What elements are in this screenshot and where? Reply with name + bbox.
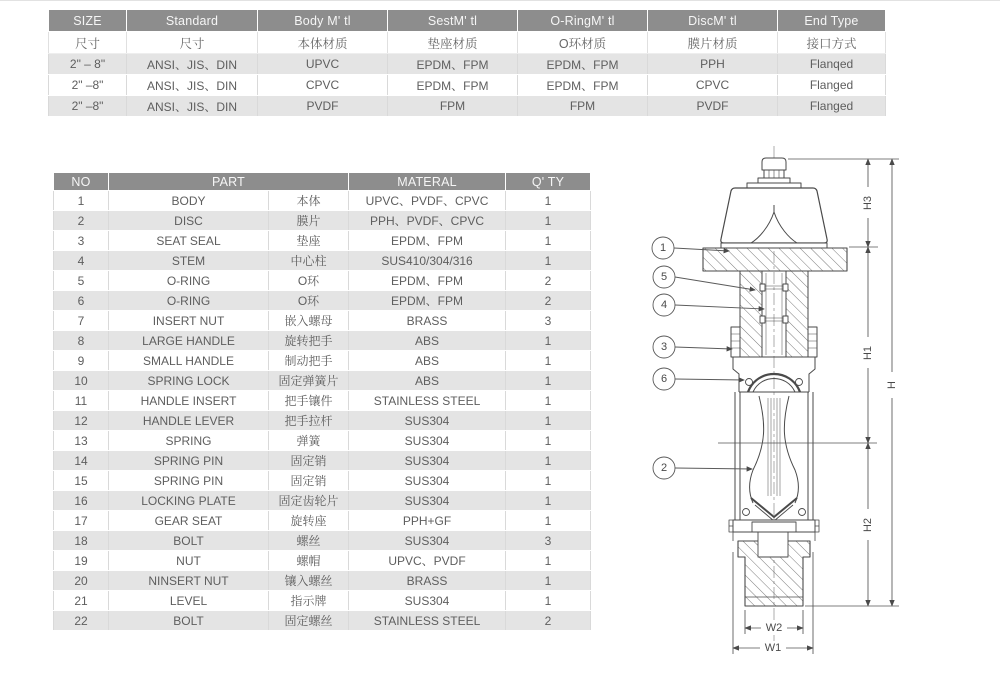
cell-size: 2" – 8"	[49, 54, 127, 75]
col-header-body-mtl-cn: 本体材质	[258, 32, 388, 54]
cell-qty: 2	[506, 271, 591, 291]
parts-table-row	[54, 431, 591, 451]
callout-3-number: 3	[660, 341, 668, 353]
parts-table-row	[54, 531, 591, 551]
cell-part-en: HANDLE LEVER	[109, 411, 269, 431]
cell-qty: 1	[506, 351, 591, 371]
dim-w1-label: W1	[764, 642, 782, 654]
cell-part-en: HANDLE INSERT	[109, 391, 269, 411]
dim-h-label: H	[886, 381, 898, 389]
cell-no: 19	[54, 551, 109, 571]
cell-qty: 2	[506, 611, 591, 631]
stem-nut	[762, 158, 786, 170]
col-header-oring-mtl-cn: O环材质	[518, 32, 648, 54]
parts-table-row	[54, 191, 591, 211]
cell-part-cn: 指示牌	[269, 591, 349, 611]
callout-5-number: 5	[660, 271, 668, 283]
cell-part-cn: 螺帽	[269, 551, 349, 571]
cell-qty: 1	[506, 251, 591, 271]
cell-material: ABS	[349, 331, 506, 351]
cell-part-cn: 垫座	[269, 231, 349, 251]
cell-no: 16	[54, 491, 109, 511]
dim-h1-label: H1	[862, 345, 874, 361]
cell-part-en: BOLT	[109, 531, 269, 551]
cell-material: STAINLESS STEEL	[349, 611, 506, 631]
parts-table-row	[54, 571, 591, 591]
cell-material: UPVC、PVDF、CPVC	[349, 191, 506, 211]
col-header-disc-mtl-cn: 膜片材质	[648, 32, 778, 54]
cell-size: 2" –8"	[49, 96, 127, 117]
handle-cap	[721, 188, 827, 243]
cell-part-cn: 旋转座	[269, 511, 349, 531]
cell-qty: 3	[506, 531, 591, 551]
cell-no: 18	[54, 531, 109, 551]
cell-part-cn: 弹簧	[269, 431, 349, 451]
cell-qty: 1	[506, 451, 591, 471]
col-header-standard-cn: 尺寸	[127, 32, 258, 54]
cell-no: 5	[54, 271, 109, 291]
col-header-end-type-cn: 接口方式	[778, 32, 886, 54]
cell-no: 9	[54, 351, 109, 371]
cell-part-en: DISC	[109, 211, 269, 231]
cell-material: PPH+GF	[349, 511, 506, 531]
cell-part-en: GEAR SEAT	[109, 511, 269, 531]
cell-part-cn: 中心柱	[269, 251, 349, 271]
cell-qty: 1	[506, 591, 591, 611]
parts-table-row	[54, 311, 591, 331]
cell-material: BRASS	[349, 311, 506, 331]
cell-body-mtl: PVDF	[258, 96, 388, 117]
cell-part-en: INSERT NUT	[109, 311, 269, 331]
cell-part-en: O-RING	[109, 271, 269, 291]
col-header-no: NO	[54, 173, 109, 191]
cell-disc-mtl: CPVC	[648, 75, 778, 96]
parts-table-row	[54, 511, 591, 531]
parts-table-row	[54, 491, 591, 511]
cell-material: SUS304	[349, 431, 506, 451]
spec-table-row	[49, 75, 886, 96]
cell-body-mtl: CPVC	[258, 75, 388, 96]
spec-header-row-en	[49, 10, 886, 32]
cell-qty: 1	[506, 411, 591, 431]
cell-seat-mtl: EPDM、FPM	[388, 54, 518, 75]
cell-no: 21	[54, 591, 109, 611]
cell-qty: 1	[506, 231, 591, 251]
cell-part-en: O-RING	[109, 291, 269, 311]
cell-disc-mtl: PVDF	[648, 96, 778, 117]
cell-part-cn: 膜片	[269, 211, 349, 231]
cell-end-type: Flanqed	[778, 54, 886, 75]
dim-h2-label: H2	[862, 517, 874, 533]
cell-part-cn: 螺丝	[269, 531, 349, 551]
cell-material: STAINLESS STEEL	[349, 391, 506, 411]
callout-4-number: 4	[660, 299, 668, 311]
cell-material: ABS	[349, 371, 506, 391]
cell-part-en: SPRING PIN	[109, 471, 269, 491]
cell-material: SUS410/304/316	[349, 251, 506, 271]
spec-table-row	[49, 54, 886, 75]
cell-no: 13	[54, 431, 109, 451]
cell-material: SUS304	[349, 591, 506, 611]
cell-material: ABS	[349, 351, 506, 371]
cell-end-type: Flanged	[778, 96, 886, 117]
cell-oring-mtl: FPM	[518, 96, 648, 117]
valve-technical-drawing	[620, 140, 1000, 683]
parts-table-row	[54, 451, 591, 471]
cell-part-cn: 嵌入螺母	[269, 311, 349, 331]
cell-part-en: LOCKING PLATE	[109, 491, 269, 511]
cell-qty: 1	[506, 391, 591, 411]
cell-no: 1	[54, 191, 109, 211]
callout-2-number: 2	[660, 462, 668, 474]
cell-qty: 1	[506, 331, 591, 351]
cell-part-cn: 把手拉杆	[269, 411, 349, 431]
cell-seat-mtl: FPM	[388, 96, 518, 117]
col-header-part: PART	[109, 173, 349, 191]
cell-qty: 1	[506, 191, 591, 211]
cell-standard: ANSI、JIS、DIN	[127, 96, 258, 117]
col-header-oring-mtl: O-RingM' tl	[518, 10, 648, 32]
cell-qty: 1	[506, 431, 591, 451]
cell-part-en: LARGE HANDLE	[109, 331, 269, 351]
col-header-material: MATERAL	[349, 173, 506, 191]
dim-w2-label: W2	[765, 622, 783, 634]
cell-qty: 1	[506, 491, 591, 511]
parts-table-row	[54, 391, 591, 411]
cell-part-cn: 制动把手	[269, 351, 349, 371]
cell-no: 8	[54, 331, 109, 351]
dim-h3-label: H3	[862, 195, 874, 211]
cell-material: SUS304	[349, 451, 506, 471]
cell-part-cn: 固定销	[269, 471, 349, 491]
cell-qty: 3	[506, 311, 591, 331]
cell-seat-mtl: EPDM、FPM	[388, 75, 518, 96]
cell-part-en: SEAT SEAL	[109, 231, 269, 251]
page-top-border	[0, 0, 1000, 1]
cell-no: 2	[54, 211, 109, 231]
cell-part-cn: 固定螺丝	[269, 611, 349, 631]
col-header-qty: Q' TY	[506, 173, 591, 191]
cell-body-mtl: UPVC	[258, 54, 388, 75]
col-header-seat-mtl: SestM' tl	[388, 10, 518, 32]
cell-disc-mtl: PPH	[648, 54, 778, 75]
cell-material: BRASS	[349, 571, 506, 591]
spec-header-row-cn	[49, 32, 886, 54]
cell-part-en: SPRING PIN	[109, 451, 269, 471]
cell-material: UPVC、PVDF	[349, 551, 506, 571]
cell-material: EPDM、FPM	[349, 231, 506, 251]
parts-table-row	[54, 271, 591, 291]
cell-part-cn: O环	[269, 291, 349, 311]
parts-table-row	[54, 331, 591, 351]
cell-part-cn: 本体	[269, 191, 349, 211]
cell-material: SUS304	[349, 531, 506, 551]
cell-standard: ANSI、JIS、DIN	[127, 75, 258, 96]
col-header-size: SIZE	[49, 10, 127, 32]
spec-table-row	[49, 96, 886, 117]
col-header-disc-mtl: DiscM' tl	[648, 10, 778, 32]
cell-no: 10	[54, 371, 109, 391]
parts-table-row	[54, 471, 591, 491]
parts-header-row	[54, 173, 591, 191]
valve-body-outline	[703, 158, 847, 606]
cell-no: 4	[54, 251, 109, 271]
cell-qty: 1	[506, 471, 591, 491]
cell-qty: 1	[506, 371, 591, 391]
parts-table-row	[54, 411, 591, 431]
cell-qty: 1	[506, 551, 591, 571]
cell-part-en: SPRING LOCK	[109, 371, 269, 391]
cell-part-en: SMALL HANDLE	[109, 351, 269, 371]
parts-table-row	[54, 251, 591, 271]
cell-part-cn: 固定齿轮片	[269, 491, 349, 511]
parts-table-row	[54, 291, 591, 311]
cell-material: SUS304	[349, 411, 506, 431]
cell-oring-mtl: EPDM、FPM	[518, 54, 648, 75]
cell-size: 2" –8"	[49, 75, 127, 96]
cell-material: EPDM、FPM	[349, 271, 506, 291]
cell-no: 17	[54, 511, 109, 531]
cell-part-cn: 把手镶件	[269, 391, 349, 411]
col-header-size-cn: 尺寸	[49, 32, 127, 54]
cell-part-en: NINSERT NUT	[109, 571, 269, 591]
cell-qty: 1	[506, 211, 591, 231]
cell-no: 6	[54, 291, 109, 311]
cell-no: 7	[54, 311, 109, 331]
parts-table-row	[54, 591, 591, 611]
cell-part-cn: O环	[269, 271, 349, 291]
cell-material: SUS304	[349, 491, 506, 511]
cell-part-cn: 固定销	[269, 451, 349, 471]
cell-no: 14	[54, 451, 109, 471]
parts-table-row	[54, 551, 591, 571]
col-header-seat-mtl-cn: 垫座材质	[388, 32, 518, 54]
cell-no: 15	[54, 471, 109, 491]
cell-part-cn: 镶入螺丝	[269, 571, 349, 591]
cell-part-en: SPRING	[109, 431, 269, 451]
cell-material: EPDM、FPM	[349, 291, 506, 311]
cell-material: PPH、PVDF、CPVC	[349, 211, 506, 231]
cell-part-en: BODY	[109, 191, 269, 211]
parts-table	[53, 172, 591, 631]
cell-standard: ANSI、JIS、DIN	[127, 54, 258, 75]
cell-no: 20	[54, 571, 109, 591]
flange-plate	[703, 248, 847, 271]
parts-table-row	[54, 371, 591, 391]
cell-qty: 2	[506, 291, 591, 311]
cell-part-en: NUT	[109, 551, 269, 571]
cell-part-cn: 固定弹簧片	[269, 371, 349, 391]
cell-oring-mtl: EPDM、FPM	[518, 75, 648, 96]
cell-material: SUS304	[349, 471, 506, 491]
cell-part-en: STEM	[109, 251, 269, 271]
cell-part-en: BOLT	[109, 611, 269, 631]
parts-table-row	[54, 231, 591, 251]
callout-1-number: 1	[659, 242, 667, 254]
cell-part-en: LEVEL	[109, 591, 269, 611]
parts-table-row	[54, 611, 591, 631]
col-header-body-mtl: Body M' tl	[258, 10, 388, 32]
cell-no: 11	[54, 391, 109, 411]
parts-table-row	[54, 211, 591, 231]
cell-end-type: Flanged	[778, 75, 886, 96]
cell-qty: 1	[506, 511, 591, 531]
spec-table	[48, 9, 886, 117]
cell-qty: 1	[506, 571, 591, 591]
cell-part-cn: 旋转把手	[269, 331, 349, 351]
cell-no: 3	[54, 231, 109, 251]
cell-no: 22	[54, 611, 109, 631]
callout-6-number: 6	[660, 373, 668, 385]
cell-no: 12	[54, 411, 109, 431]
col-header-standard: Standard	[127, 10, 258, 32]
parts-table-row	[54, 351, 591, 371]
col-header-end-type: End Type	[778, 10, 886, 32]
